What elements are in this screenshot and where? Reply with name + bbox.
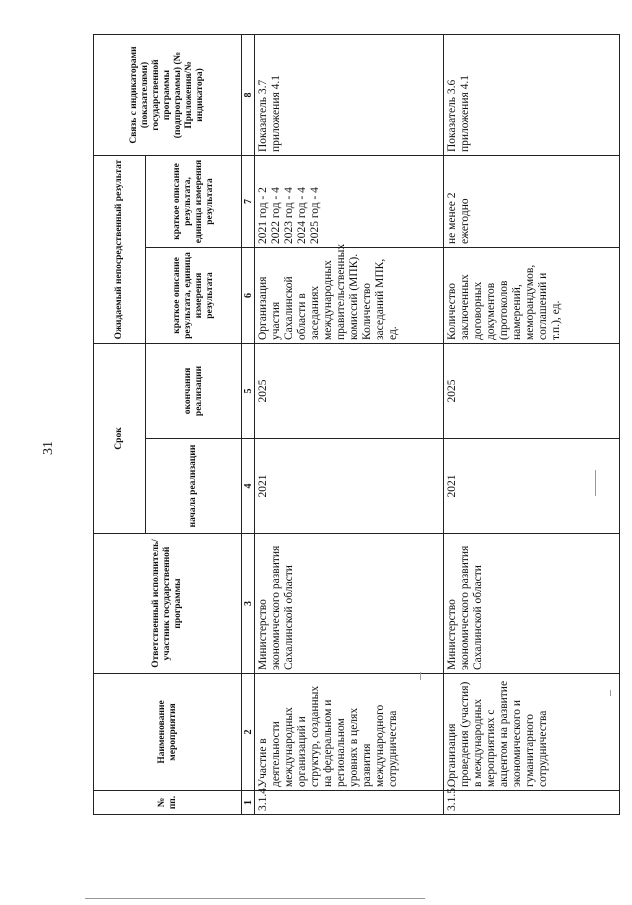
executor: Министерство экономического развития Сахалинской области (255, 534, 444, 674)
column-number: 1 (242, 791, 255, 815)
scan-mark (610, 690, 611, 696)
column-number: 4 (242, 439, 255, 534)
result-value: не менее 2 (446, 192, 458, 244)
header-row-1 (94, 35, 146, 815)
measure-name: Участие в деятельности международных организаций и структур, созданных на федеральном и региональном уровнях в целях развития международного сотрудничества (255, 674, 444, 791)
scan-mark (595, 470, 596, 496)
header-term: Срок (94, 344, 146, 534)
row-number: 3.1.5. (444, 791, 620, 815)
header-num: № пп. (94, 791, 242, 815)
indicator-link: Показатель 3.6 приложения 4.1 (444, 35, 620, 156)
column-number: 8 (242, 35, 255, 156)
start-year: 2021 (255, 439, 444, 534)
scan-mark (420, 672, 421, 680)
row-number: 3.1.4. (255, 791, 444, 815)
header-name: Наименование мероприятия (94, 674, 242, 791)
column-number: 6 (242, 248, 255, 344)
column-number: 3 (242, 534, 255, 674)
header-end: окончания реализации (146, 344, 242, 439)
indicator-link: Показатель 3.7 приложения 4.1 (255, 35, 444, 156)
column-number: 5 (242, 344, 255, 439)
executor: Министерство экономического развития Сахалинской области (444, 534, 620, 674)
header-executor: Ответственный исполнитель/участник государственной программы (94, 534, 242, 674)
measure-name: Организация проведения (участия) в международных мероприятиях с акцентом на развитие экономического и гуманитарного сотрудничества (444, 674, 620, 791)
result-value: 2022 год - 4 (270, 187, 282, 244)
scan-mark (85, 898, 425, 899)
result-value: 2021 год - 2 (257, 187, 269, 244)
header-expected-result: Ожидаемый непосредственный результат (94, 156, 146, 344)
result-values (444, 156, 620, 248)
column-number: 2 (242, 674, 255, 791)
table-row (444, 35, 620, 815)
table-row (255, 35, 444, 815)
result-description: Количество заключенных договорных документов (протоколов намерений, меморандумов, соглашений и т.п.), ед. (444, 248, 620, 344)
result-value: ежегодно (459, 198, 471, 244)
header-result-desc-6: краткое описание результата, единица измерения результата (146, 248, 242, 344)
column-number: 7 (242, 156, 255, 248)
header-indicator-link: Связь с индикаторами (показателями) государственной программы (подпрограммы) (№ Приложения/№ индикатора) (94, 35, 242, 156)
result-value: 2024 год - 4 (296, 187, 308, 244)
end-year: 2025 (444, 344, 620, 439)
page-number: 31 (41, 441, 56, 455)
result-values (255, 156, 444, 248)
header-result-desc-7: краткое описание результата, единица измерения результата (146, 156, 242, 248)
start-year: 2021 (444, 439, 620, 534)
column-number-row (242, 35, 255, 815)
result-description: Организация участия Сахалинской области в заседаниях международных правительственных комиссий (МПК). Количество заседаний МПК, ед. (255, 248, 444, 344)
result-value: 2023 год - 4 (283, 187, 295, 244)
measures-table (93, 35, 620, 815)
result-value: 2025 год - 4 (309, 187, 321, 244)
header-start: начала реализации (146, 439, 242, 534)
end-year: 2025 (255, 344, 444, 439)
